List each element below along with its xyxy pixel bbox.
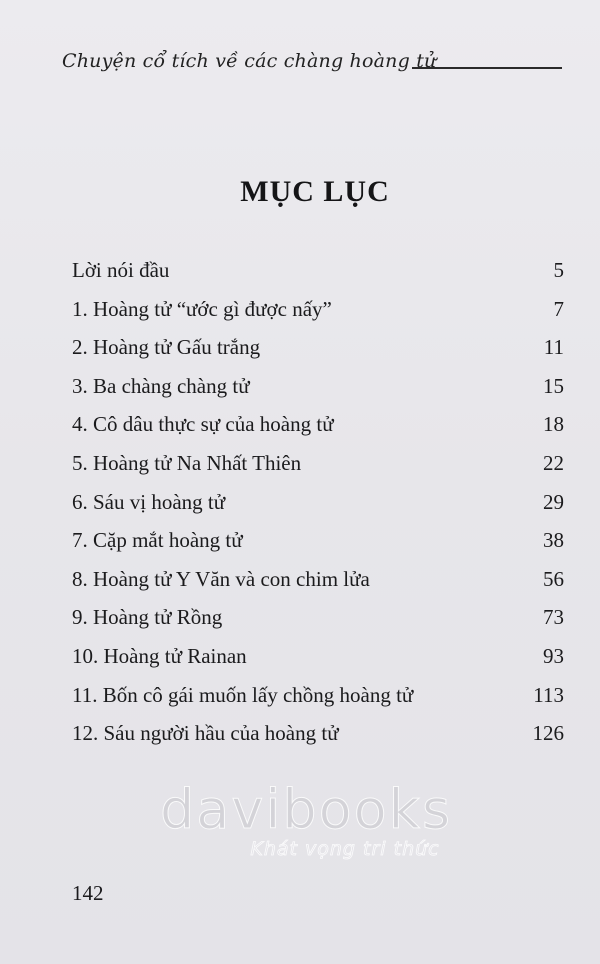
page-number: 142 [72, 881, 104, 905]
toc-entry-title: 2. Hoàng tử Gấu trắng [72, 335, 261, 360]
toc-entry-title: Lời nói đầu [72, 258, 170, 282]
toc-entry-title: 4. Cô dâu thực sự của hoàng tử [72, 412, 334, 437]
toc-entry-11 [72, 680, 564, 719]
toc-entry-page: 11 [543, 335, 564, 360]
toc-entry-page: 56 [543, 566, 564, 591]
toc-entry-3 [72, 371, 564, 410]
running-header-title: Chuyện cổ tích về các chàng hoàng tử [62, 50, 437, 72]
toc-entry-title: 8. Hoàng tử Y Văn và con chim lửa [72, 566, 370, 591]
toc-entry-5 [72, 448, 564, 487]
toc-list [72, 255, 564, 757]
toc-entry-9 [72, 602, 564, 641]
toc-entry-page: 73 [543, 605, 564, 630]
toc-entry-title: 5. Hoàng tử Na Nhất Thiên [72, 450, 302, 475]
toc-entry-page: 126 [532, 721, 564, 746]
toc-entry-title: 1. Hoàng tử “ước gì được nấy” [72, 296, 332, 321]
toc-entry-page: 18 [543, 412, 564, 437]
toc-entry-6 [72, 487, 564, 526]
toc-entry-title: 11. Bốn cô gái muốn lấy chồng hoàng tử [72, 682, 414, 707]
toc-entry-foreword [72, 255, 564, 294]
toc-entry-title: 10. Hoàng tử Rainan [72, 643, 247, 668]
watermark-tagline: Khát vọng tri thức [250, 838, 440, 860]
toc-entry-2 [72, 332, 564, 371]
toc-entry-4 [72, 409, 564, 448]
toc-entry-10 [72, 641, 564, 680]
header-rule [412, 67, 562, 69]
toc-entry-8 [72, 564, 564, 603]
toc-entry-title: 12. Sáu người hầu của hoàng tử [72, 721, 339, 746]
toc-entry-page: 5 [553, 258, 564, 282]
toc-entry-page: 29 [543, 489, 564, 514]
toc-entry-7 [72, 525, 564, 564]
toc-heading: MỤC LỤC [240, 175, 390, 208]
toc-entry-page: 38 [543, 528, 564, 553]
toc-entry-page: 15 [543, 373, 564, 398]
toc-entry-page: 113 [533, 682, 564, 707]
toc-entry-title: 3. Ba chàng chàng tử [72, 373, 250, 398]
toc-entry-title: 6. Sáu vị hoàng tử [72, 489, 226, 514]
toc-entry-title: 7. Cặp mắt hoàng tử [72, 528, 243, 553]
toc-entry-page: 93 [543, 643, 564, 668]
toc-entry-title: 9. Hoàng tử Rồng [72, 605, 223, 630]
toc-entry-page: 22 [543, 450, 564, 475]
toc-entry-page: 7 [553, 296, 564, 321]
watermark-brand: davibooks [160, 778, 453, 841]
toc-entry-12 [72, 718, 564, 757]
toc-entry-1 [72, 294, 564, 333]
watermark [160, 778, 453, 860]
